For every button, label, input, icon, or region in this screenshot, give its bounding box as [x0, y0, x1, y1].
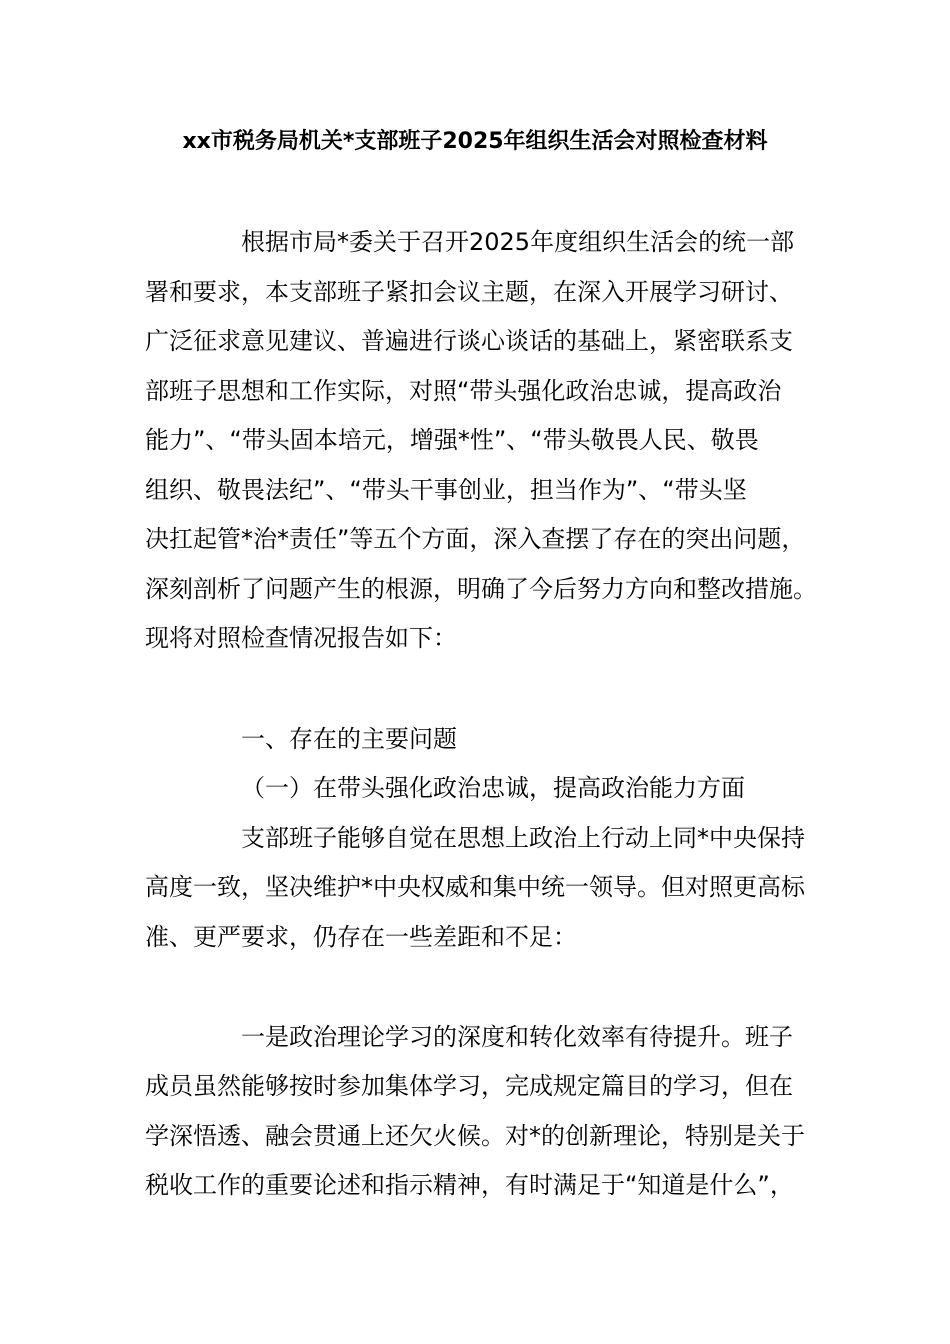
intro-line: 根据市局*委关于召开2025年度组织生活会的统一部: [241, 228, 795, 256]
body-line: 学深悟透、融会贯通上还欠火候。对*的创新理论，特别是关于: [145, 1122, 805, 1150]
intro-line: 能力”、“带头固本培元，增强*性”、“带头敬畏人民、敬畏: [145, 426, 759, 454]
intro-line: 决扛起管*治*责任”等五个方面，深入查摆了存在的突出问题，: [145, 525, 806, 553]
section-heading: 一、存在的主要问题: [241, 725, 457, 753]
document-title: xx市税务局机关*支部班子2025年组织生活会对照检查材料: [182, 129, 768, 154]
intro-line: 部班子思想和工作实际，对照“带头强化政治忠诚，提高政治: [145, 377, 782, 405]
body-line: 准、更严要求，仍存在一些差距和不足：: [145, 923, 577, 951]
body-line: 税收工作的重要论述和指示精神，有时满足于“知道是什么”，: [145, 1171, 794, 1199]
body-line: 支部班子能够自觉在思想上政治上行动上同*中央保持: [241, 824, 805, 852]
intro-line: 现将对照检查情况报告如下：: [145, 624, 457, 652]
intro-line: 广泛征求意见建议、普遍进行谈心谈话的基础上，紧密联系支: [145, 327, 793, 355]
body-line: 高度一致，坚决维护*中央权威和集中统一领导。但对照更高标: [145, 873, 805, 901]
subsection-heading: （一）在带头强化政治忠诚，提高政治能力方面: [241, 774, 745, 802]
intro-line: 组织、敬畏法纪”、“带头干事创业，担当作为”、“带头坚: [145, 476, 747, 504]
body-line: 成员虽然能够按时参加集体学习，完成规定篇目的学习，但在: [145, 1072, 793, 1100]
intro-line: 署和要求，本支部班子紧扣会议主题，在深入开展学习研讨、: [145, 278, 793, 306]
intro-line: 深刻剖析了问题产生的根源，明确了今后努力方向和整改措施。: [145, 575, 817, 603]
body-line: 一是政治理论学习的深度和转化效率有待提升。班子: [241, 1023, 793, 1051]
